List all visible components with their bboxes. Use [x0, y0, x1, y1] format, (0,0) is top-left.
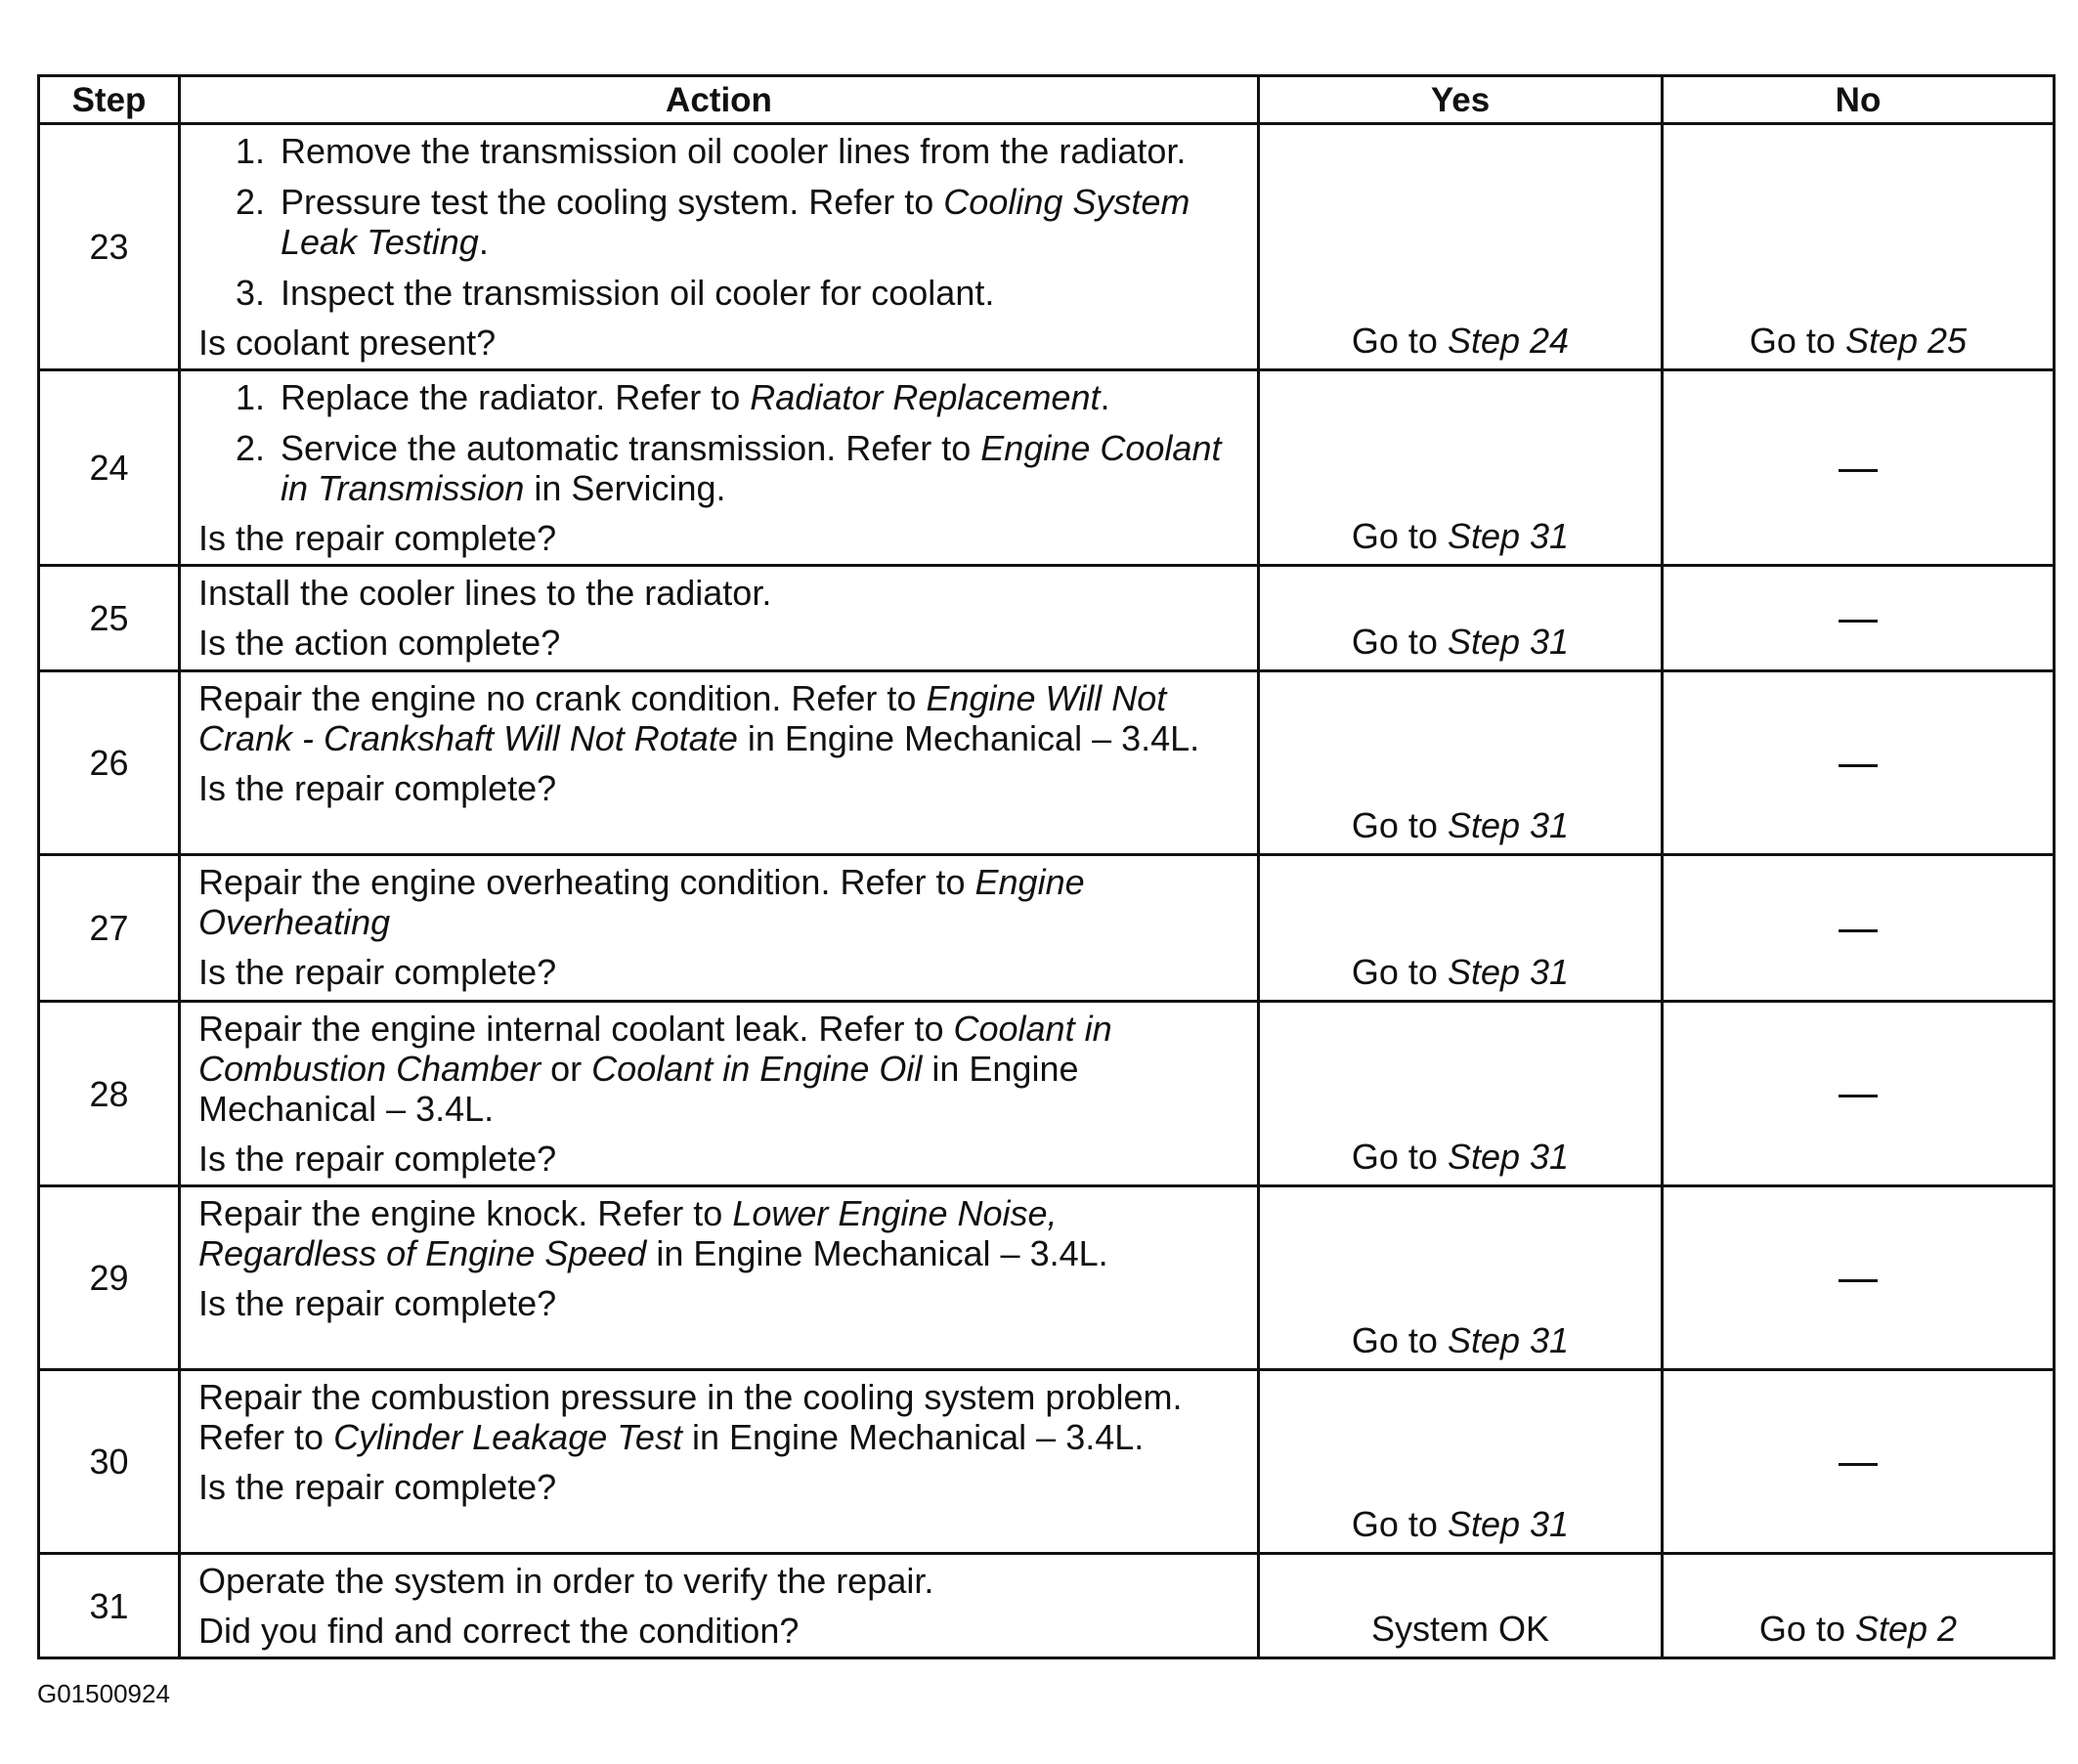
action-question: Is the repair complete? [198, 952, 557, 992]
dash-mark [1839, 620, 1878, 623]
action-text: Repair the engine knock. Refer to Lower Engine Noise, Regardless of Engine Speed in Engine Mechanical – 3.4L. [198, 1193, 1108, 1273]
no-result [1663, 1370, 2055, 1554]
action-cell [180, 124, 1259, 370]
table-row [39, 1002, 2055, 1186]
dash-mark [1839, 1463, 1878, 1466]
action-question: Is the repair complete? [198, 1139, 557, 1179]
action-step: 3. Inspect the transmission oil cooler for coolant. [275, 273, 1243, 313]
step-number: 28 [39, 1002, 180, 1186]
action-cell [180, 1186, 1259, 1370]
table-row [39, 671, 2055, 855]
dash-mark [1839, 764, 1878, 767]
dash-mark [1839, 1279, 1878, 1282]
action-text: Install the cooler lines to the radiator. [198, 573, 772, 613]
dash-mark [1839, 469, 1878, 472]
yes-result: System OK [1259, 1554, 1663, 1658]
step-reference: Step 31 [1447, 516, 1570, 556]
step-number: 31 [39, 1554, 180, 1658]
step-number: 24 [39, 370, 180, 566]
step-number: 29 [39, 1186, 180, 1370]
no-result: Go to Step 25 [1663, 124, 2055, 370]
yes-result: Go to Step 31 [1259, 1370, 1663, 1554]
step-reference: Step 24 [1447, 321, 1570, 361]
diagnostic-table [37, 74, 2056, 1659]
action-question: Is the repair complete? [198, 518, 557, 558]
step-reference: Step 31 [1447, 1320, 1570, 1360]
step-number: 26 [39, 671, 180, 855]
action-question: Is the repair complete? [198, 1283, 557, 1323]
step-number: 27 [39, 855, 180, 1002]
yes-result: Go to Step 31 [1259, 370, 1663, 566]
action-cell [180, 1002, 1259, 1186]
yes-result: Go to Step 31 [1259, 1186, 1663, 1370]
action-text: Repair the combustion pressure in the cooling system problem. Refer to Cylinder Leakage Test in Engine Mechanical – 3.4L. [198, 1377, 1183, 1457]
yes-result: Go to Step 31 [1259, 855, 1663, 1002]
header-yes: Yes [1259, 76, 1663, 124]
no-result [1663, 1002, 2055, 1186]
figure-id: G01500924 [37, 1679, 170, 1708]
yes-result: Go to Step 31 [1259, 1002, 1663, 1186]
action-question: Is the repair complete? [198, 768, 557, 808]
reference-link: Lower Engine Noise, Regardless of Engine Speed [198, 1193, 1058, 1273]
action-text: Operate the system in order to verify the repair. [198, 1561, 934, 1601]
action-step: 2. Service the automatic transmission. Refer to Engine Coolant in Transmission in Servicing. [275, 428, 1243, 508]
step-reference: Step 31 [1447, 805, 1570, 845]
header-action: Action [180, 76, 1259, 124]
action-text: Repair the engine no crank condition. Refer to Engine Will Not Crank - Crankshaft Will Not Rotate in Engine Mechanical – 3.4L. [198, 678, 1200, 758]
table-row [39, 1186, 2055, 1370]
action-step: 1. Remove the transmission oil cooler lines from the radiator. [275, 131, 1243, 171]
action-cell [180, 370, 1259, 566]
action-steps-list [198, 377, 1243, 508]
reference-link: Radiator Replacement [750, 377, 1101, 417]
action-step: 1. Replace the radiator. Refer to Radiator Replacement. [275, 377, 1243, 417]
header-step: Step [39, 76, 180, 124]
dash-mark [1839, 1095, 1878, 1097]
table-row [39, 124, 2055, 370]
table-row [39, 370, 2055, 566]
header-row [39, 76, 2055, 124]
step-reference: Step 31 [1447, 1137, 1570, 1177]
reference-link: Cylinder Leakage Test [333, 1417, 682, 1457]
header-no: No [1663, 76, 2055, 124]
step-number: 25 [39, 566, 180, 671]
table-row [39, 1370, 2055, 1554]
action-text: Repair the engine internal coolant leak. Refer to Coolant in Combustion Chamber or Coolant in Engine Oil in Engine Mechanical – 3.4L. [198, 1009, 1112, 1129]
action-steps-list [198, 131, 1243, 313]
yes-result: Go to Step 24 [1259, 124, 1663, 370]
step-reference: Step 31 [1447, 622, 1570, 662]
action-cell [180, 566, 1259, 671]
reference-link: Engine Overheating [198, 862, 1085, 942]
action-cell [180, 1554, 1259, 1658]
step-reference: Step 31 [1447, 1504, 1570, 1544]
action-question: Is the repair complete? [198, 1467, 557, 1507]
yes-result: Go to Step 31 [1259, 566, 1663, 671]
action-text: Repair the engine overheating condition. Refer to Engine Overheating [198, 862, 1085, 942]
action-cell [180, 671, 1259, 855]
action-step: 2. Pressure test the cooling system. Refer to Cooling System Leak Testing. [275, 182, 1243, 262]
reference-link: Cooling System Leak Testing [281, 182, 1191, 262]
action-question: Did you find and correct the condition? [198, 1611, 800, 1651]
no-result [1663, 370, 2055, 566]
no-result: Go to Step 2 [1663, 1554, 2055, 1658]
reference-link: Coolant in Combustion Chamber [198, 1009, 1112, 1089]
no-result [1663, 566, 2055, 671]
no-result [1663, 1186, 2055, 1370]
table-row [39, 566, 2055, 671]
action-question: Is the action complete? [198, 623, 561, 663]
table-row [39, 1554, 2055, 1658]
dash-mark [1839, 929, 1878, 932]
action-cell [180, 855, 1259, 1002]
step-reference: Step 2 [1854, 1609, 1958, 1649]
yes-result: Go to Step 31 [1259, 671, 1663, 855]
action-question: Is coolant present? [198, 323, 497, 363]
reference-link: Engine Will Not Crank - Crankshaft Will Not Rotate [198, 678, 1167, 758]
step-number: 30 [39, 1370, 180, 1554]
no-result [1663, 855, 2055, 1002]
no-result [1663, 671, 2055, 855]
reference-link: Engine Coolant in Transmission [281, 428, 1222, 508]
action-cell [180, 1370, 1259, 1554]
table-row [39, 855, 2055, 1002]
reference-link: Coolant in Engine Oil [591, 1049, 923, 1089]
step-reference: Step 25 [1844, 321, 1968, 361]
step-reference: Step 31 [1447, 952, 1570, 992]
step-number: 23 [39, 124, 180, 370]
